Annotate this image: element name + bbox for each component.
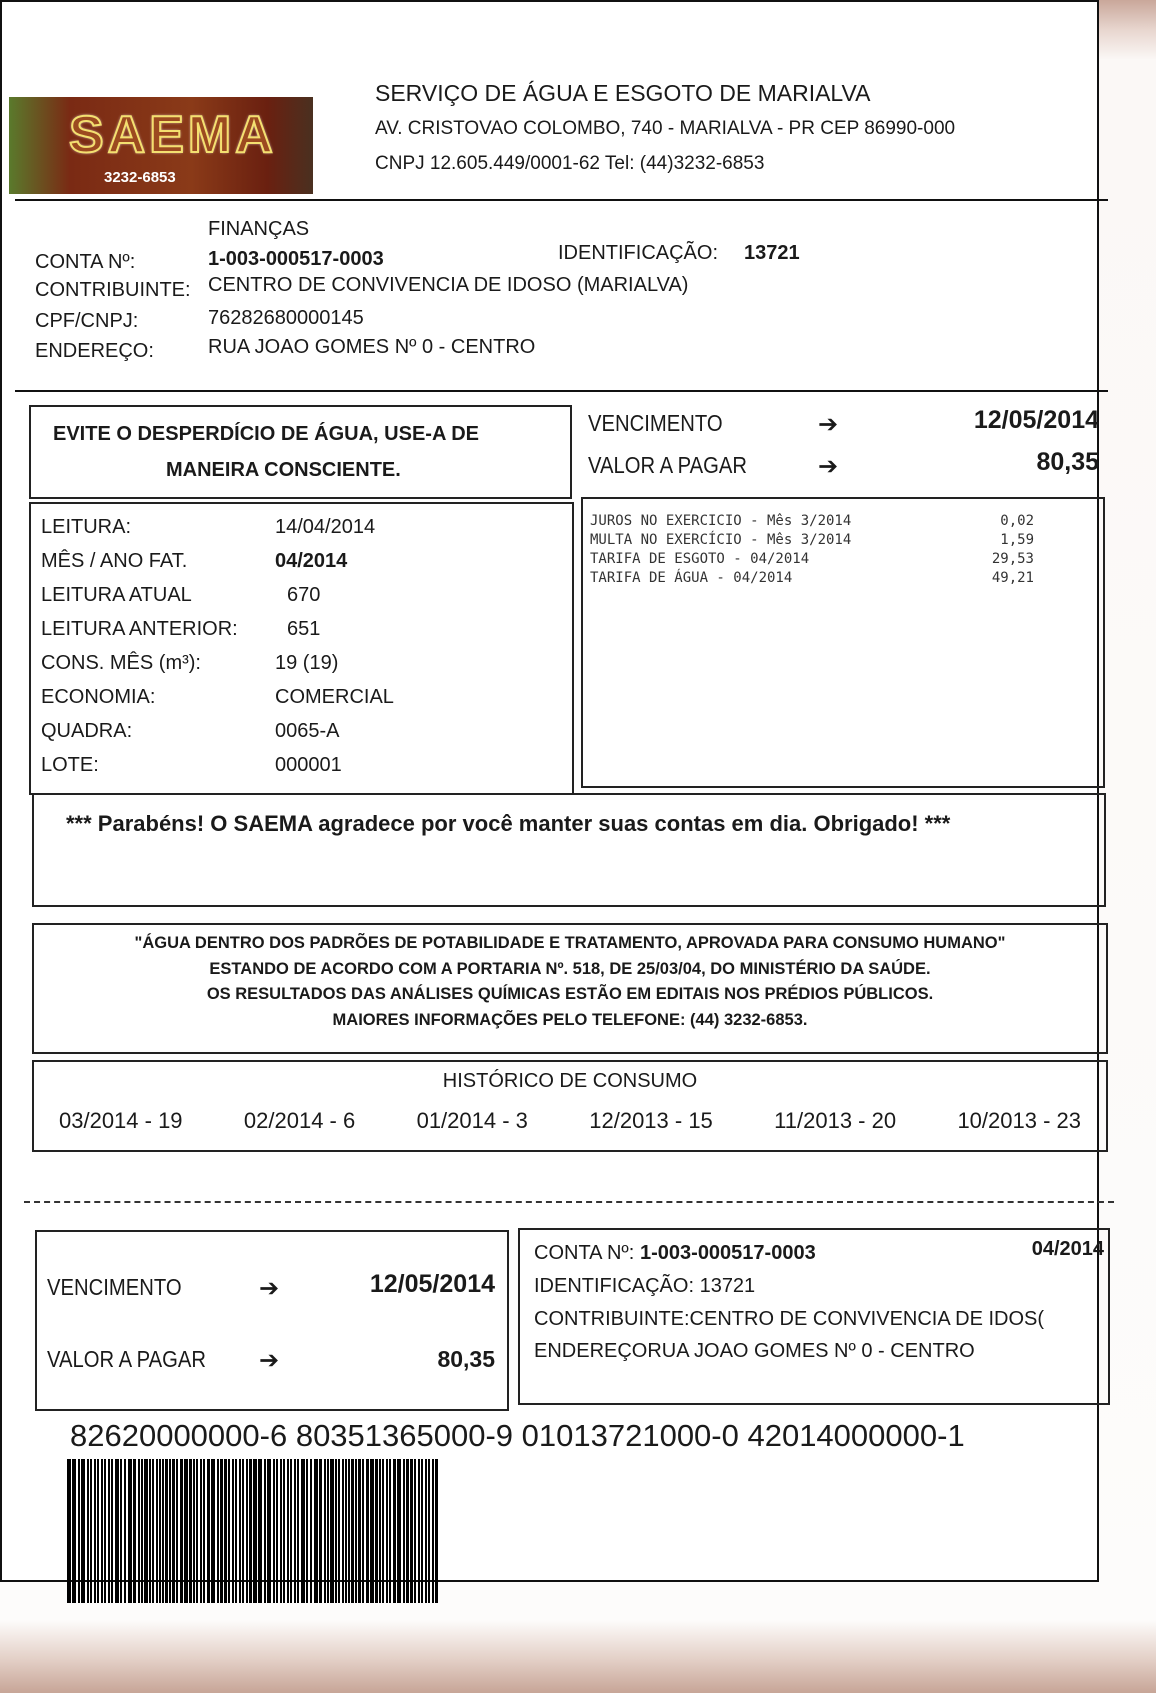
barcode-bar (239, 1459, 241, 1603)
barcode-bar (228, 1459, 230, 1603)
barcode-bar (348, 1459, 350, 1603)
charge-description: TARIFA DE ÁGUA - 04/2014 (590, 570, 793, 586)
barcode-bar (258, 1459, 262, 1603)
barcode-bar (319, 1459, 322, 1603)
barcode-bar (389, 1459, 391, 1603)
reading-label: QUADRA: (41, 720, 133, 742)
history-box (32, 1060, 1108, 1152)
barcode-bar (162, 1459, 164, 1603)
vencimento-value: 12/05/2014 (973, 406, 1099, 434)
stub-vencimento-value: 12/05/2014 (369, 1270, 495, 1298)
charge-value: 49,21 (991, 570, 1034, 586)
barcode-bar (397, 1459, 401, 1603)
endereco-label: ENDEREÇO: (35, 340, 154, 362)
arrow-icon: ➔ (818, 453, 839, 480)
warning-line-1: EVITE O DESPERDÍCIO DE ÁGUA, USE-A DE (53, 423, 479, 445)
barcode-bar (108, 1459, 110, 1603)
logo-text: SAEMA (69, 106, 277, 164)
history-item: 02/2014 - 6 (243, 1108, 356, 1133)
barcode-bar (435, 1459, 438, 1603)
potability-line: OS RESULTADOS DAS ANÁLISES QUÍMICAS ESTÃO EM EDITAIS NOS PRÉDIOS PÚBLICOS. (206, 985, 934, 1003)
history-title: HISTÓRICO DE CONSUMO (442, 1070, 698, 1092)
barcode-bar (246, 1459, 248, 1603)
barcode-bar (342, 1459, 344, 1603)
barcode-bar (345, 1459, 347, 1603)
barcode-bar (144, 1459, 148, 1603)
barcode-bar (414, 1459, 416, 1603)
barcode-digits: 82620000000-6 80351365000-9 01013721000-0 42014000000-1 (70, 1418, 965, 1453)
charge-value: 1,59 (1000, 532, 1034, 548)
arrow-icon: ➔ (259, 1347, 280, 1374)
message-box (32, 793, 1106, 907)
potability-line: MAIORES INFORMAÇÕES PELO TELEFONE: (44) 3232-6853. (332, 1010, 808, 1029)
barcode-bar (97, 1459, 99, 1603)
stub-valor-value: 80,35 (437, 1346, 495, 1372)
barcode-bar (111, 1459, 113, 1603)
barcode-bar (267, 1459, 271, 1603)
charge-value: 0,02 (1000, 513, 1034, 529)
stub-conta-value: 1-003-000517-0003 (640, 1242, 816, 1264)
barcode-bar (152, 1459, 154, 1603)
barcode-bar (193, 1459, 195, 1603)
barcode-bar (180, 1459, 183, 1603)
barcode-bar (120, 1459, 122, 1603)
contrib-label: CONTRIBUINTE: (35, 279, 191, 301)
barcode-bar (87, 1459, 89, 1603)
barcode-bar (72, 1459, 76, 1603)
barcode-bar (220, 1459, 223, 1603)
barcode-bar (217, 1459, 219, 1603)
barcode-bar (379, 1459, 381, 1603)
barcode-bar (382, 1459, 384, 1603)
reading-label: CONS. MÊS (m³): (41, 652, 201, 674)
barcode-bar (264, 1459, 266, 1603)
header-divider (15, 199, 1108, 201)
barcode-bar (253, 1459, 257, 1603)
barcode-bar (403, 1459, 405, 1603)
barcode-bar (203, 1459, 205, 1603)
barcode-bar (165, 1459, 168, 1603)
barcode-bar (67, 1459, 71, 1603)
reading-value: 19 (19) (275, 652, 339, 674)
barcode-bar (283, 1459, 285, 1603)
barcode-bar (358, 1459, 361, 1603)
barcode-bar (366, 1459, 369, 1603)
reading-value: 04/2014 (275, 550, 348, 572)
barcode-bar (115, 1459, 119, 1603)
barcode-bar (351, 1459, 354, 1603)
tear-line (24, 1201, 1114, 1203)
barcode-bar (362, 1459, 364, 1603)
barcode-bar (81, 1459, 85, 1603)
barcode-bar (249, 1459, 252, 1603)
reading-value: 000001 (275, 754, 342, 776)
barcode-bar (101, 1459, 103, 1603)
barcode-bar (310, 1459, 312, 1603)
barcode-bar (138, 1459, 140, 1603)
history-item: 10/2013 - 23 (957, 1108, 1081, 1133)
barcode-bar (189, 1459, 192, 1603)
barcode-bar (232, 1459, 234, 1603)
barcode-bar (410, 1459, 413, 1603)
info-divider (15, 390, 1108, 392)
cpf-value: 76282680000145 (208, 307, 364, 329)
charge-value: 29,53 (991, 551, 1034, 567)
barcode-bar (294, 1459, 296, 1603)
barcode-bar (276, 1459, 278, 1603)
stub-period: 04/2014 (1031, 1238, 1104, 1260)
barcode-bar (94, 1459, 96, 1603)
barcode-bar (327, 1459, 329, 1603)
thank-you-message: *** Parabéns! O SAEMA agradece por você manter suas contas em dia. Obrigado! *** (66, 811, 951, 836)
stub-contrib: CONTRIBUINTE:CENTRO DE CONVIVENCIA DE IDOS( (534, 1308, 1045, 1330)
barcode-bar (156, 1459, 158, 1603)
barcode-bar (124, 1459, 126, 1603)
barcode-bar (242, 1459, 244, 1603)
history-item: 11/2013 - 20 (774, 1108, 897, 1133)
potability-line: ESTANDO DE ACORDO COM A PORTARIA Nº. 518, DE 25/03/04, DO MINISTÉRIO DA SAÚDE. (209, 959, 931, 978)
barcode-bar (184, 1459, 188, 1603)
barcode-bar (211, 1459, 215, 1603)
barcode-bar (425, 1459, 427, 1603)
potability-box (32, 923, 1108, 1054)
barcode-bar (224, 1459, 227, 1603)
company-name: SERVIÇO DE ÁGUA E ESGOTO DE MARIALVA (375, 80, 871, 106)
barcode-bar (287, 1459, 289, 1603)
barcode-bar (235, 1459, 237, 1603)
barcode-bar (133, 1459, 136, 1603)
warning-box (29, 405, 572, 499)
barcode-bar (355, 1459, 357, 1603)
company-cnpj-tel: CNPJ 12.605.449/0001-62 Tel: (44)3232-6853 (375, 153, 765, 174)
company-address: AV. CRISTOVAO COLOMBO, 740 - MARIALVA - PR CEP 86990-000 (375, 118, 956, 139)
warning-line-2: MANEIRA CONSCIENTE. (166, 459, 401, 481)
barcode-bar (324, 1459, 326, 1603)
history-item: 03/2014 - 19 (59, 1108, 183, 1133)
barcode (67, 1459, 768, 1603)
barcode-bar (330, 1459, 334, 1603)
stub-payment-box (35, 1230, 509, 1411)
barcode-bar (314, 1459, 318, 1603)
vencimento-label: VENCIMENTO (588, 410, 723, 436)
valor-label: VALOR A PAGAR (588, 452, 747, 478)
arrow-icon: ➔ (259, 1275, 280, 1302)
stub-conta-label: CONTA Nº: (534, 1242, 635, 1264)
barcode-bar (428, 1459, 430, 1603)
stub-valor-label: VALOR A PAGAR (47, 1346, 206, 1372)
barcode-bar (301, 1459, 305, 1603)
potability-line: "ÁGUA DENTRO DOS PADRÕES DE POTABILIDADE E TRATAMENTO, APROVADA PARA CONSUMO HUMANO" (134, 934, 1006, 952)
barcode-bar (176, 1459, 178, 1603)
barcode-bar (200, 1459, 202, 1603)
barcode-bar (432, 1459, 434, 1603)
barcode-bar (78, 1459, 80, 1603)
reading-label: ECONOMIA: (41, 686, 156, 708)
conta-value: 1-003-000517-0003 (208, 248, 384, 270)
reading-box (29, 502, 574, 795)
charge-description: MULTA NO EXERCÍCIO - Mês 3/2014 (590, 532, 852, 548)
barcode-bar (386, 1459, 388, 1603)
barcode-bar (306, 1459, 308, 1603)
ident-value: 13721 (744, 242, 800, 264)
stub-vencimento-label: VENCIMENTO (47, 1274, 182, 1300)
contrib-value: CENTRO DE CONVIVENCIA DE IDOSO (MARIALVA) (208, 274, 689, 296)
barcode-bar (393, 1459, 396, 1603)
barcode-bar (406, 1459, 409, 1603)
barcode-bar (196, 1459, 198, 1603)
saema-logo (9, 97, 313, 194)
reading-label: MÊS / ANO FAT. (41, 550, 188, 572)
barcode-bar (172, 1459, 175, 1603)
reading-label: LEITURA ANTERIOR: (41, 618, 238, 640)
stub-ident: IDENTIFICAÇÃO: 13721 (534, 1275, 756, 1297)
endereco-value: RUA JOAO GOMES Nº 0 - CENTRO (208, 336, 536, 358)
reading-value: 670 (287, 584, 321, 606)
barcode-bar (280, 1459, 282, 1603)
stub-account-box (518, 1228, 1110, 1405)
reading-value: 14/04/2014 (275, 516, 376, 538)
barcode-bar (128, 1459, 132, 1603)
barcode-bar (90, 1459, 92, 1603)
barcode-bar (159, 1459, 161, 1603)
conta-label: CONTA Nº: (35, 251, 136, 273)
barcode-bar (207, 1459, 210, 1603)
barcode-bar (338, 1459, 340, 1603)
barcode-bar (273, 1459, 275, 1603)
logo-phone: 3232-6853 (104, 169, 176, 186)
stub-endereco: ENDEREÇORUA JOAO GOMES Nº 0 - CENTRO (534, 1340, 975, 1362)
charge-description: TARIFA DE ESGOTO - 04/2014 (590, 551, 810, 567)
barcode-bar (418, 1459, 420, 1603)
barcode-bar (169, 1459, 171, 1603)
charge-description: JUROS NO EXERCICIO - Mês 3/2014 (590, 513, 852, 529)
barcode-bar (104, 1459, 106, 1603)
history-item: 12/2013 - 15 (589, 1108, 713, 1133)
reading-label: LOTE: (41, 754, 99, 776)
barcode-bar (421, 1459, 423, 1603)
section-title: FINANÇAS (208, 218, 310, 240)
barcode-bar (297, 1459, 299, 1603)
reading-value: COMERCIAL (275, 686, 394, 708)
cpf-label: CPF/CNPJ: (35, 310, 139, 332)
reading-value: 651 (287, 618, 321, 640)
ident-label: IDENTIFICAÇÃO: (558, 242, 719, 264)
reading-value: 0065-A (275, 720, 340, 742)
reading-label: LEITURA ATUAL (41, 584, 192, 606)
barcode-bar (335, 1459, 337, 1603)
history-item: 01/2014 - 3 (416, 1108, 528, 1133)
valor-value: 80,35 (1036, 448, 1099, 476)
reading-label: LEITURA: (41, 516, 132, 538)
barcode-bar (149, 1459, 151, 1603)
barcode-bar (370, 1459, 374, 1603)
barcode-bar (375, 1459, 378, 1603)
arrow-icon: ➔ (818, 411, 839, 438)
barcode-bar (290, 1459, 292, 1603)
barcode-bar (141, 1459, 143, 1603)
